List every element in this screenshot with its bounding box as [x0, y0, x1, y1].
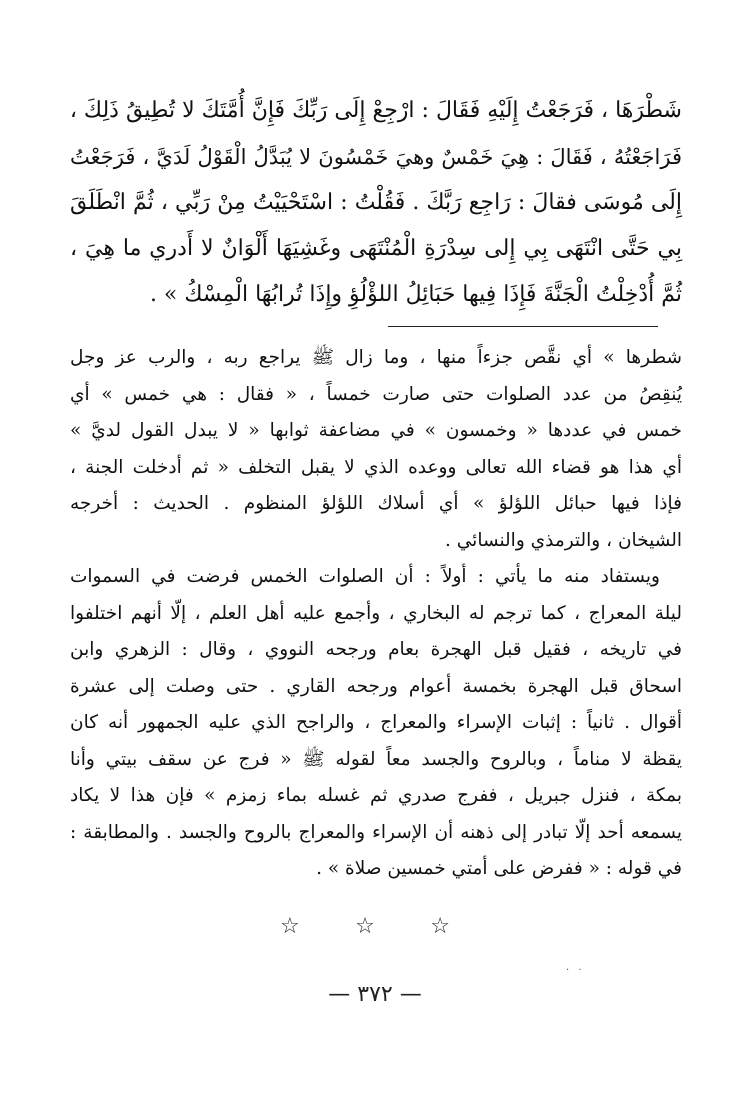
section-ornament	[280, 914, 450, 940]
star-icon: ☆	[280, 914, 300, 939]
commentary-line-5: فإذا فيها حبائل اللؤلؤ » أي أسلاك اللؤلؤ المنظوم . الحديث : أخرجه	[70, 493, 682, 514]
hadith-line-2: فَرَاجَعْتُهُ ، فَقَالَ : هِيَ خَمْسٌ وهيَ خَمْسُونَ لا يُبَدَّلُ الْقَوْلُ لَدَيَّ ، فَرَجَعْتُ	[70, 145, 682, 169]
commentary-line-13: بمكة ، فنزل جبريل ، ففرج صدري ثم غسله بماء زمزم » فإن هذا لا يكاد	[70, 785, 682, 806]
footnote-divider	[388, 326, 658, 327]
commentary-line-3: خمس في عددها « وخمسون » في مضاعفة ثوابها « لا يبدل القول لديَّ »	[70, 420, 682, 441]
commentary-line-8: ليلة المعراج ، كما ترجم له البخاري ، وأجمع عليه أهل العلم ، إلّا أنهم اختلفوا	[70, 602, 682, 624]
commentary-line-9: في تاريخه ، فقيل قبل الهجرة بعام ورجحه النووي ، وقال : الزهري وابن	[70, 639, 682, 660]
page-number: — ٣٧٢ —	[328, 982, 422, 1007]
commentary-line-12: يقظة لا مناماً ، وبالروح والجسد معاً لقوله ﷺ « فرج عن سقف بيتي وأنا	[70, 748, 682, 770]
hadith-text	[70, 88, 682, 318]
hadith-line-3: إِلَى مُوسَى فقالَ : رَاجِع رَبَّكَ . فَقُلْتُ : اسْتَحْيَيْتُ مِنْ رَبِّي ، ثُمَّ انْطَلَقَ	[70, 190, 682, 215]
commentary-line-14: يسمعه أحد إلّا تبادر إلى ذهنه أن الإسراء والمعراج بالروح والجسد . والمطابقة :	[70, 821, 682, 843]
commentary-text	[70, 340, 682, 888]
star-icon: ☆	[430, 914, 450, 939]
commentary-line-6: الشيخان ، والترمذي والنسائي .	[444, 529, 682, 551]
star-icon: ☆	[355, 914, 375, 939]
commentary-line-4: أي هذا هو قضاء الله تعالى ووعده الذي لا يقبل التخلف « ثم أدخلت الجنة ،	[70, 456, 682, 478]
commentary-line-7: ويستفاد منه ما يأتي : أولاً : أن الصلوات الخمس فرضت في السموات	[70, 566, 660, 587]
print-specks: . .	[566, 962, 585, 973]
commentary-line-2: يُنقِصُ من عدد الصلوات حتى صارت خمساً ، « فقال : هي خمس » أي	[70, 383, 682, 405]
hadith-line-1: شَطْرَهَا ، فَرَجَعْتُ إِلَيْهِ فَقَالَ : ارْجِعْ إِلَى رَبِّكَ فَإِنَّ أُمَّتَكَ لا تُطِيقُ ذَلِكَ ،	[69, 98, 682, 123]
commentary-line-10: اسحاق قبل الهجرة بخمسة أعوام ورجحه القاري . حتى وصلت إلى عشرة	[70, 675, 682, 697]
commentary-line-15: في قوله : « ففرض على أمتي خمسين صلاة » .	[316, 858, 682, 879]
commentary-line-11: أقوال . ثانياً : إثبات الإسراء والمعراج ، والراجح الذي عليه الجمهور أنه كان	[70, 712, 682, 733]
hadith-line-5: ثُمَّ أُدْخِلْتُ الْجَنَّةَ فَإِذَا فِيها حَبَائِلُ اللؤْلُؤِ وإِذَا تُرابُهَا الْمِسْكُ » .	[149, 282, 682, 307]
hadith-line-4: بِي حَتَّى انْتَهَى بِي إِلى سِدْرَةِ الْمُنْتَهَى وغَشِيَهَا أَلْوَانٌ لا أَدري ما هِيَ ،	[70, 236, 682, 261]
commentary-line-1: شطرها » أي نقَّص جزءاً منها ، وما زال ﷺ يراجع ربه ، والرب عز وجل	[70, 347, 682, 368]
